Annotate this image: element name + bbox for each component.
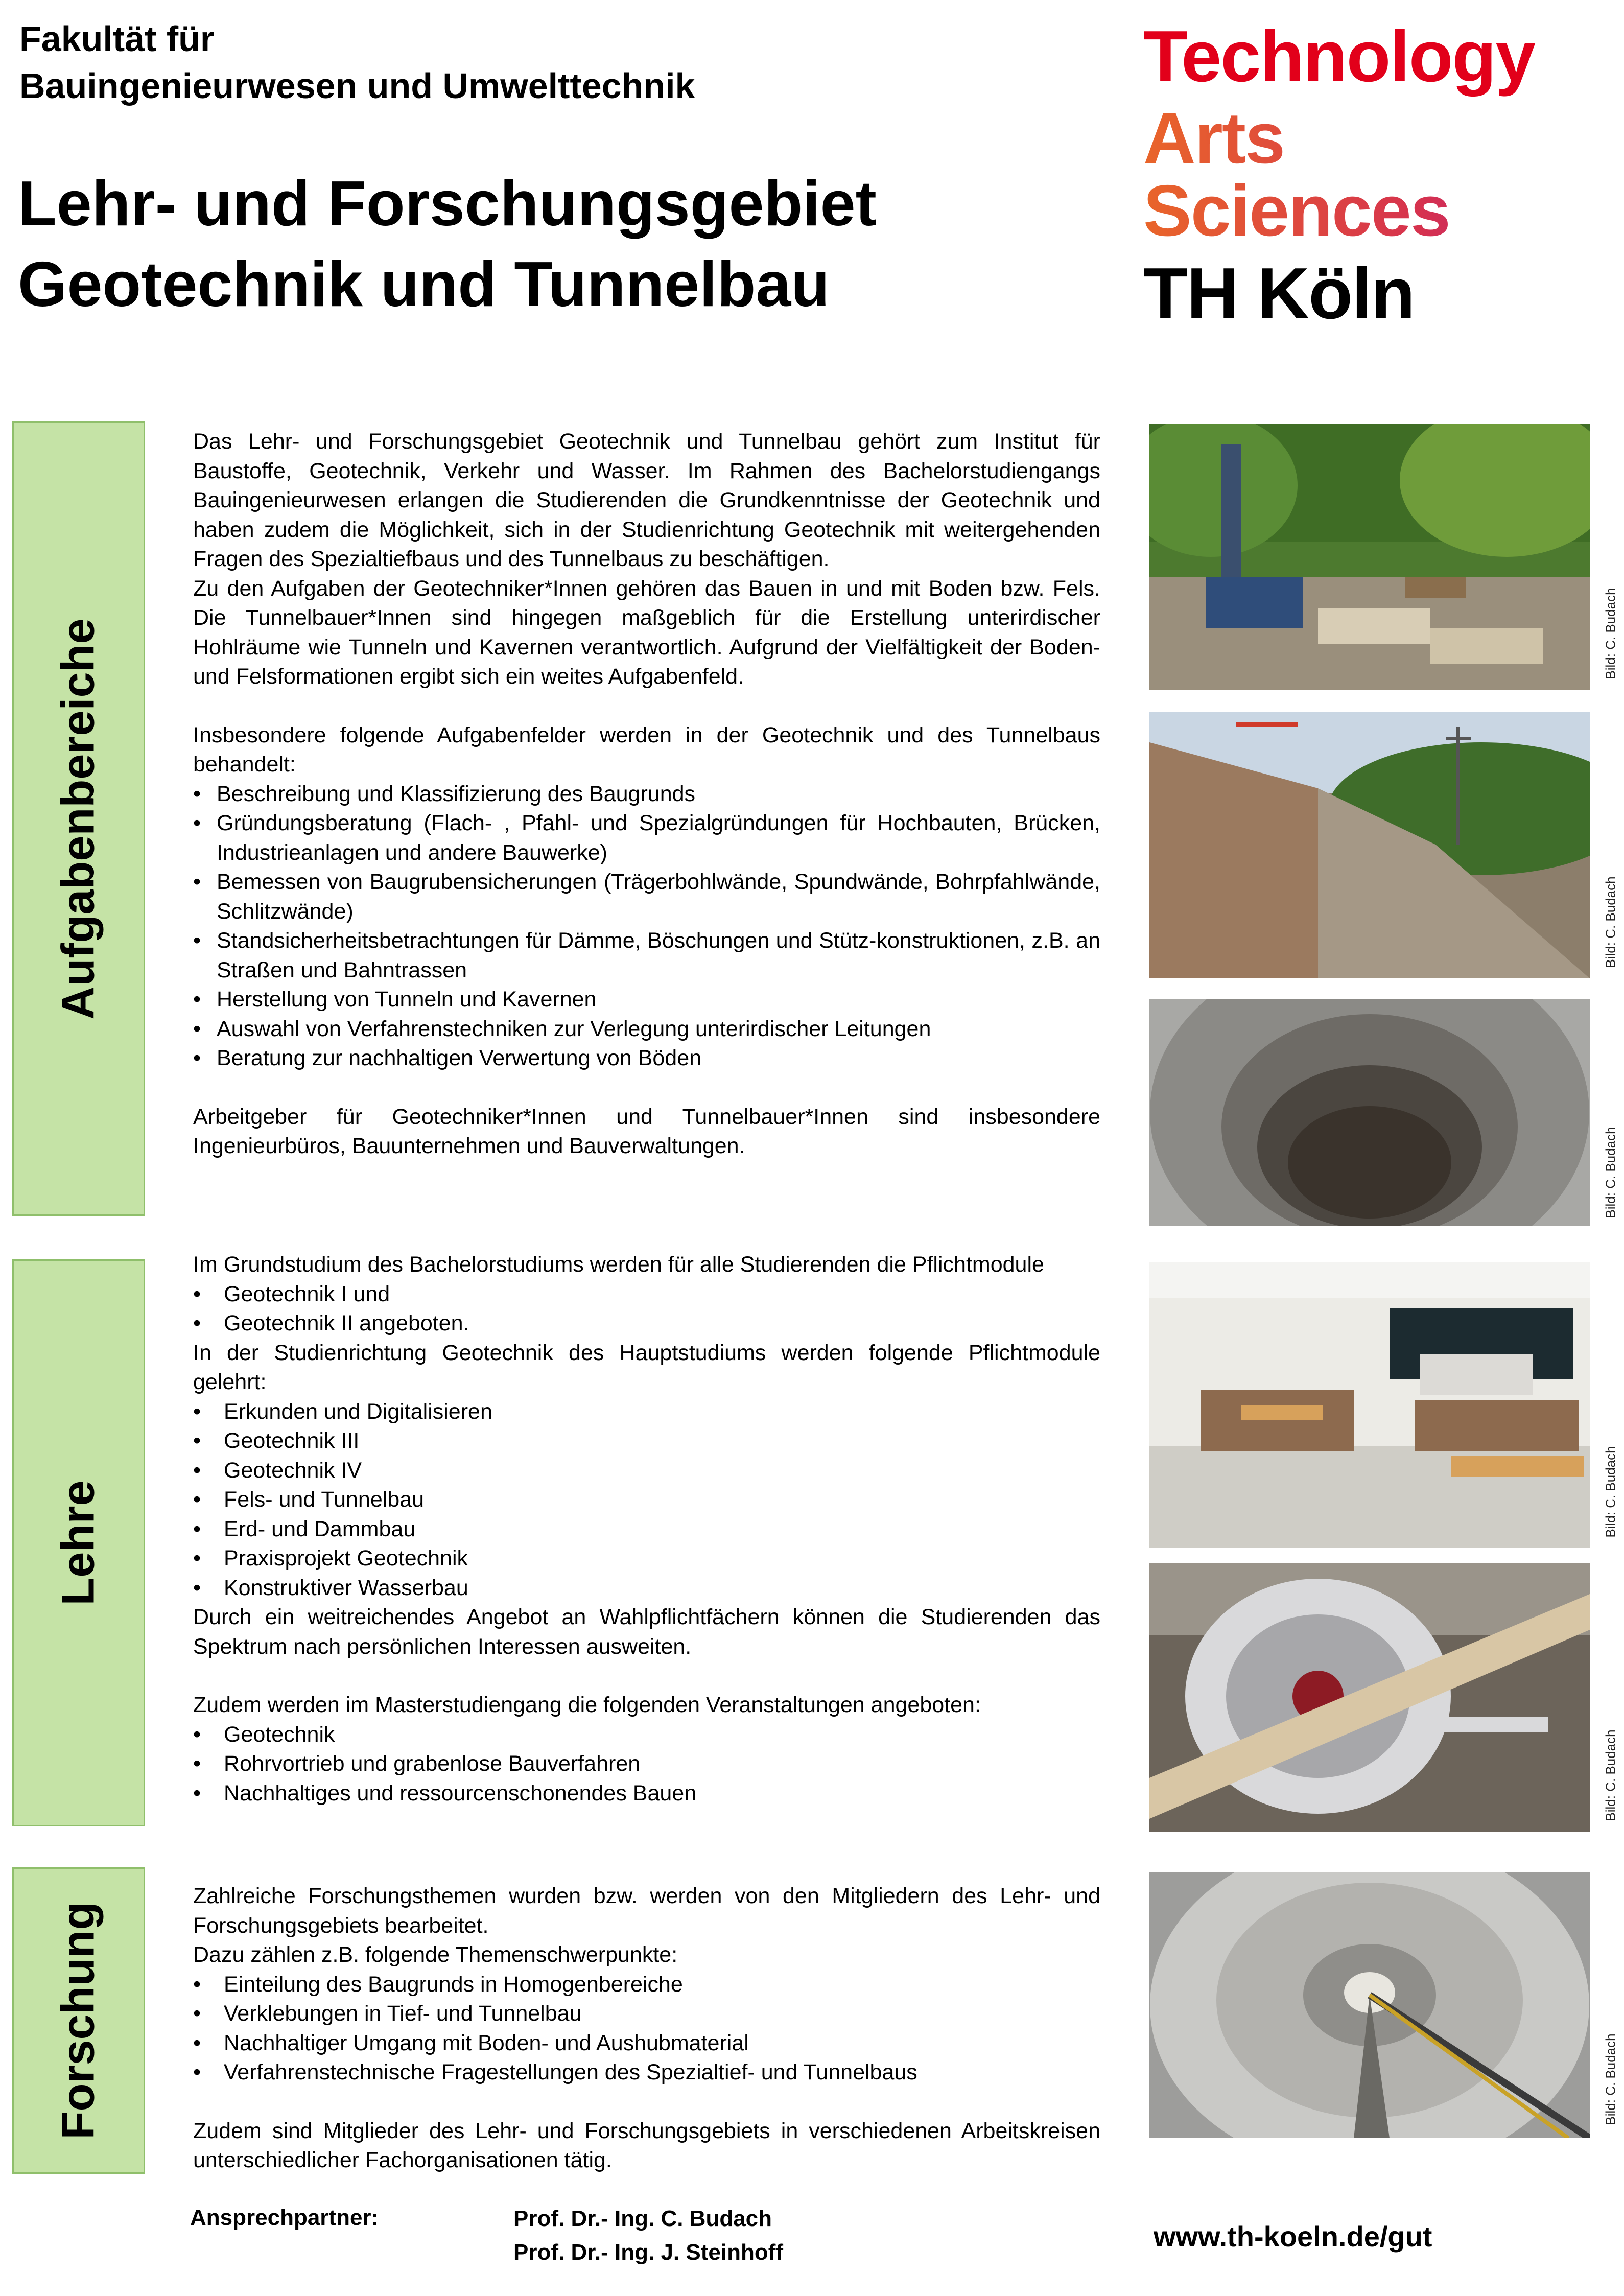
task-list [193, 780, 1100, 1073]
list-item: • Konstruktiver Wasserbau [193, 1574, 1100, 1603]
paragraph: Zudem sind Mitglieder des Lehr- und Forschungsgebiets in verschiedenen Arbeitskreisen unterschiedlicher Fachorganisationen tätig. [193, 2118, 1100, 2172]
photo-credit: Bild: C. Budach [1603, 588, 1618, 680]
list-item: • Auswahl von Verfahrenstechniken zur Verlegung unterirdischer Leitungen [193, 1015, 1100, 1044]
photo-laboratory [1149, 1262, 1590, 1548]
sidebar-aufgabenbereiche [12, 421, 145, 1216]
photo-credit: Bild: C. Budach [1603, 2033, 1618, 2125]
list-item: • Praxisprojekt Geotechnik [193, 1544, 1100, 1574]
list-item: • Beratung zur nachhaltigen Verwertung von Böden [193, 1044, 1100, 1073]
contact-name: Prof. Dr.- Ing. C. Budach [513, 2206, 772, 2231]
paragraph: Arbeitgeber für Geotechniker*Innen und Tunnelbauer*Innen sind insbesondere Ingenieurbüros, Bauunternehmen und Bauverwaltungen. [193, 1104, 1100, 1158]
list-item: • Verklebungen in Tief- und Tunnelbau [193, 1999, 1100, 2029]
list-item: • Geotechnik IV [193, 1456, 1100, 1486]
sidebar-label: Aufgabenbereiche [53, 618, 104, 1020]
photo-credit: Bild: C. Budach [1603, 1127, 1618, 1219]
paragraph: Durch ein weitreichendes Angebot an Wahlpflichtfächern können die Studierenden das Spektrum nach persönlichen Interessen ausweiten. [193, 1605, 1100, 1659]
list-intro: Insbesondere folgende Aufgabenfelder werden in der Geotechnik und des Tunnelbaus behandelt: [193, 722, 1100, 777]
forschung-text [193, 1882, 1100, 2175]
faculty-line-2: Bauingenieurwesen und Umwelttechnik [19, 66, 695, 106]
photo-excavation-pit [1149, 712, 1590, 978]
master-list [193, 1720, 1100, 1809]
paragraph: Zudem werden im Masterstudiengang die folgenden Veranstaltungen angeboten: [193, 1693, 981, 1717]
list-item: • Herstellung von Tunneln und Kavernen [193, 985, 1100, 1015]
th-koeln-logo [1143, 16, 1603, 334]
paragraph: In der Studienrichtung Geotechnik des Hauptstudiums werden folgende Pflichtmodule gelehrt: [193, 1340, 1100, 1394]
sidebar-forschung [12, 1867, 145, 2174]
title-line-1: Lehr- und Forschungsgebiet [18, 169, 877, 239]
list-item: • Rohrvortrieb und grabenlose Bauverfahren [193, 1749, 1100, 1779]
logo-line-th-koeln: TH Köln [1143, 253, 1415, 334]
sidebar-label: Lehre [53, 1480, 104, 1606]
aufgaben-text [193, 427, 1100, 1161]
lehre-text [193, 1250, 1100, 1808]
logo-line-arts-sciences: Arts Sciences [1143, 102, 1603, 247]
grund-list [193, 1280, 1100, 1339]
photo-tunnel-interior [1149, 1872, 1590, 2138]
photo-tunnel-boring-machine [1149, 1563, 1590, 1832]
paragraph: Dazu zählen z.B. folgende Themenschwerpunkte: [193, 1942, 678, 1967]
list-item: • Geotechnik [193, 1720, 1100, 1750]
photo-drilling-site [1149, 424, 1590, 690]
paragraph: Das Lehr- und Forschungsgebiet Geotechnik und Tunnelbau gehört zum Institut für Baustoffe, Geotechnik, Verkehr und Wasser. Im Rahmen des Bachelorstudiengangs Bauingenieurwesen erlangen die Studierenden die Grundkenntnisse der Geotechnik und haben zudem die Möglichkeit, sich in der Studienrichtung Geotechnik mit weitergehenden Fragen des Spezialtiefbaus und des Tunnelbaus zu beschäftigen. [193, 429, 1100, 571]
list-item: • Geotechnik II angeboten. [193, 1309, 1100, 1339]
photo-credit: Bild: C. Budach [1603, 1446, 1618, 1538]
list-item: • Nachhaltiges und ressourcenschonendes Bauen [193, 1779, 1100, 1809]
list-item: • Gründungsberatung (Flach- , Pfahl- und Spezialgründungen für Hochbauten, Brücken, Industrieanlagen und andere Bauwerke) [193, 809, 1100, 868]
sidebar-label: Forschung [53, 1902, 104, 2140]
sidebar-lehre [12, 1259, 145, 1826]
list-item: • Nachhaltiger Umgang mit Boden- und Aushubmaterial [193, 2029, 1100, 2058]
list-item: • Standsicherheitsbetrachtungen für Dämme, Böschungen und Stütz-konstruktionen, z.B. an Straßen und Bahntrassen [193, 926, 1100, 985]
paragraph: Zahlreiche Forschungsthemen wurden bzw. werden von den Mitgliedern des Lehr- und Forschungsgebiets bearbeitet. [193, 1884, 1100, 1938]
list-item: • Geotechnik I und [193, 1280, 1100, 1309]
contact-label: Ansprechpartner: [190, 2205, 379, 2230]
photo-credit: Bild: C. Budach [1603, 1729, 1618, 1821]
faculty-name [19, 15, 695, 109]
list-item: • Erkunden und Digitalisieren [193, 1397, 1100, 1427]
paragraph: Im Grundstudium des Bachelorstudiums werden für alle Studierenden die Pflichtmodule [193, 1252, 1044, 1277]
title-line-2: Geotechnik und Tunnelbau [18, 249, 830, 320]
photo-shaft [1149, 999, 1590, 1226]
website-url[interactable]: www.th-koeln.de/gut [1154, 2220, 1432, 2253]
faculty-line-1: Fakultät für [19, 19, 215, 59]
contact-names [513, 2202, 783, 2269]
list-item: • Einteilung des Baugrunds in Homogenbereiche [193, 1970, 1100, 2000]
list-item: • Beschreibung und Klassifizierung des Baugrunds [193, 780, 1100, 809]
list-item: • Verfahrenstechnische Fragestellungen des Spezialtief- und Tunnelbaus [193, 2058, 1100, 2088]
page-title [18, 163, 877, 325]
list-item: • Fels- und Tunnelbau [193, 1485, 1100, 1515]
haupt-list [193, 1397, 1100, 1603]
list-item: • Erd- und Dammbau [193, 1515, 1100, 1544]
research-list [193, 1970, 1100, 2088]
paragraph: Zu den Aufgaben der Geotechniker*Innen gehören das Bauen in und mit Boden bzw. Fels. Die Tunnelbauer*Innen sind hingegen maßgeblich für die Erstellung unterirdischer Hohlräume wie Tunneln und Kavernen verantwortlich. Aufgrund der Vielfältigkeit der Boden- und Felsformationen ergibt sich ein weites Aufgabenfeld. [193, 576, 1100, 689]
contact-name: Prof. Dr.- Ing. J. Steinhoff [513, 2240, 783, 2265]
list-item: • Bemessen von Baugrubensicherungen (Trägerbohlwände, Spundwände, Bohrpfahlwände, Schlitzwände) [193, 868, 1100, 926]
list-item: • Geotechnik III [193, 1426, 1100, 1456]
photo-credit: Bild: C. Budach [1603, 876, 1618, 968]
logo-line-technology: Technology [1143, 16, 1535, 97]
